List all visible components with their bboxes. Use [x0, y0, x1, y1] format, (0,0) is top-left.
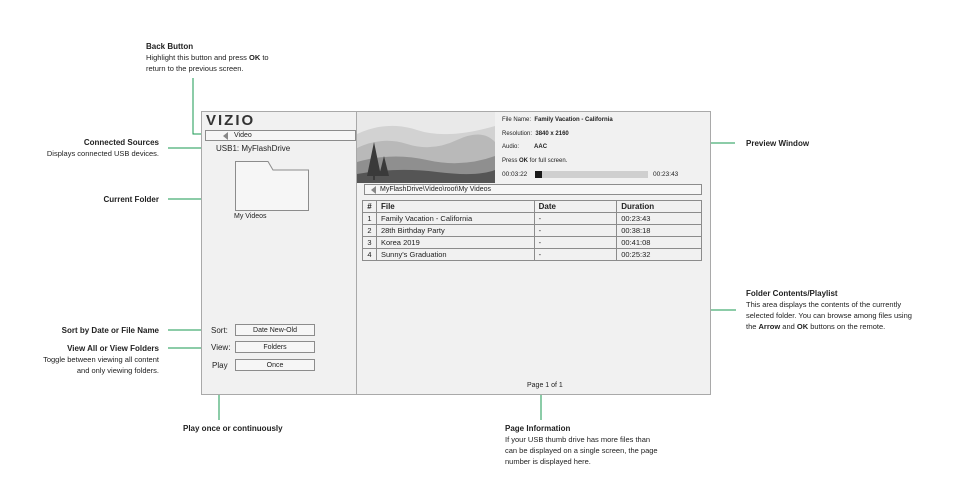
callout-body: Toggle between viewing all content: [43, 355, 159, 364]
column-header-file[interactable]: File: [376, 201, 534, 213]
connected-source-usb1[interactable]: USB1: MyFlashDrive: [216, 144, 291, 153]
column-header-date[interactable]: Date: [534, 201, 617, 213]
row-duration: 00:41:08: [617, 237, 702, 249]
callout-title: Play once or continuously: [183, 424, 283, 433]
folder-icon[interactable]: [235, 161, 310, 211]
row-number: 4: [363, 249, 377, 261]
callout-body: selected folder. You can browse among files using: [746, 311, 912, 320]
row-date: -: [534, 225, 617, 237]
row-file: Family Vacation - California: [376, 213, 534, 225]
callout-title: View All or View Folders: [67, 344, 159, 353]
file-list-table: [362, 200, 702, 261]
row-duration: 00:25:32: [617, 249, 702, 261]
current-folder-name: My Videos: [234, 213, 267, 220]
play-label: Play: [212, 361, 228, 370]
callout-page-information: [505, 423, 658, 467]
folder-path-bar[interactable]: [364, 184, 702, 195]
callout-sort: [62, 325, 159, 336]
callout-title: Current Folder: [103, 195, 159, 204]
callout-title: Folder Contents/Playlist: [746, 289, 838, 298]
callout-body: can be displayed on a single screen, the page: [505, 446, 658, 455]
callout-current-folder: [103, 194, 159, 205]
callout-body: Displays connected USB devices.: [46, 149, 159, 158]
callout-body: If your USB thumb drive has more files than: [505, 435, 651, 444]
row-file: Korea 2019: [376, 237, 534, 249]
callout-body: the Arrow and OK buttons on the remote.: [746, 322, 886, 331]
row-date: -: [534, 249, 617, 261]
row-file: 28th Birthday Party: [376, 225, 534, 237]
table-row[interactable]: [363, 225, 702, 237]
column-header-duration[interactable]: Duration: [617, 201, 702, 213]
row-number: 2: [363, 225, 377, 237]
callout-title: Connected Sources: [83, 138, 159, 147]
row-number: 1: [363, 213, 377, 225]
callout-body: and only viewing folders.: [76, 366, 159, 375]
view-label: View:: [211, 343, 231, 352]
resolution-row: Resolution: 3840 x 2160: [502, 130, 569, 137]
audio-row: Audio: AAC: [502, 144, 548, 150]
callout-view: [43, 343, 159, 376]
callout-body: This area displays the contents of the currently: [746, 300, 902, 309]
callout-body: Highlight this button and press OK to: [146, 53, 269, 62]
row-duration: 00:38:18: [617, 225, 702, 237]
callout-connected-sources: [47, 137, 159, 159]
total-time: 00:23:43: [653, 171, 679, 178]
row-date: -: [534, 213, 617, 225]
back-button-label: Video: [234, 132, 252, 139]
callout-title: Preview Window: [746, 139, 810, 148]
column-header-number[interactable]: #: [363, 201, 377, 213]
file-info-panel: [502, 114, 613, 168]
row-date: -: [534, 237, 617, 249]
preview-thumbnail: [357, 112, 495, 183]
play-mode-dropdown[interactable]: Once: [235, 359, 315, 371]
view-dropdown[interactable]: Folders: [235, 341, 315, 353]
callout-title: Sort by Date or File Name: [61, 326, 159, 335]
folder-path: MyFlashDrive\Video\root\My Videos: [380, 186, 492, 193]
callout-folder-contents: [746, 288, 912, 332]
table-row[interactable]: [363, 213, 702, 225]
fullscreen-hint: Press OK for full screen.: [502, 157, 568, 164]
vizio-logo: VIZIO: [206, 112, 256, 129]
callout-play: [183, 423, 283, 434]
table-header-row: [363, 201, 702, 213]
sort-label: Sort:: [211, 326, 228, 335]
table-row[interactable]: [363, 249, 702, 261]
table-row[interactable]: [363, 237, 702, 249]
callout-title: Page Information: [505, 424, 571, 433]
back-arrow-icon: [223, 132, 228, 140]
file-name-row: File Name: Family Vacation - California: [502, 117, 613, 123]
sort-dropdown[interactable]: Date New-Old: [235, 324, 315, 336]
progress-bar[interactable]: [535, 171, 648, 178]
page-indicator: Page 1 of 1: [527, 382, 563, 389]
row-duration: 00:23:43: [617, 213, 702, 225]
callout-body: return to the previous screen.: [146, 64, 244, 73]
row-file: Sunny's Graduation: [376, 249, 534, 261]
callout-preview-window: [746, 138, 809, 149]
back-button[interactable]: [205, 130, 356, 141]
callout-body: number is displayed here.: [505, 457, 591, 466]
row-number: 3: [363, 237, 377, 249]
path-back-arrow-icon: [371, 186, 376, 194]
callout-title: Back Button: [146, 42, 194, 51]
callout-back-button: [146, 41, 269, 74]
progress-fill: [535, 171, 542, 178]
elapsed-time: 00:03:22: [502, 171, 528, 178]
